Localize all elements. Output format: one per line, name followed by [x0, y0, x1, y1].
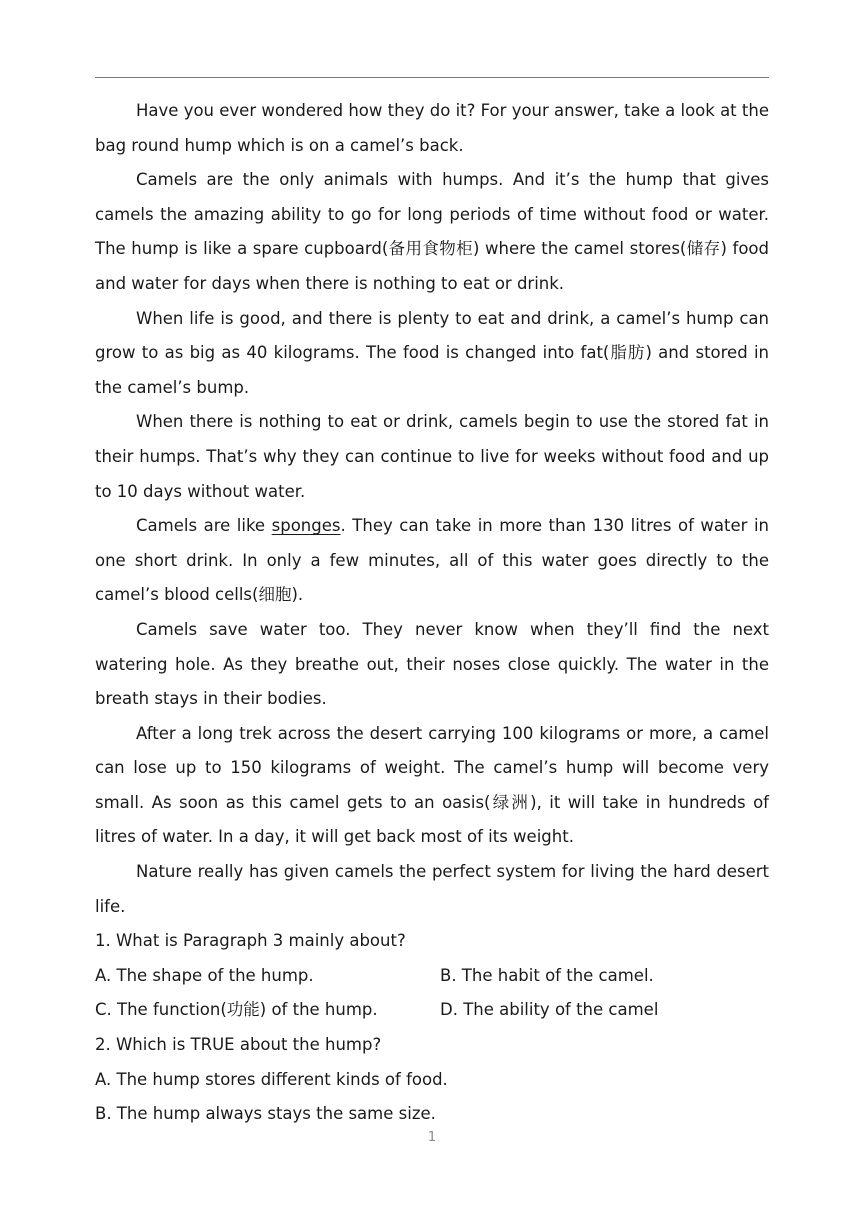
question-1-stem: 1. What is Paragraph 3 mainly about?	[95, 931, 406, 951]
question-2-stem: 2. Which is TRUE about the hump?	[95, 1035, 382, 1055]
paragraph-7: After a long trek across the desert carrying 100 kilograms or more, a camel can lose up to 150 kilograms of weight. The camel’s hump will become very small. As soon as this camel gets to an oasis(绿洲), it will take in hundreds of litres of water. In a day, it will get back most of its weight.	[95, 723, 769, 847]
question-1-option-c: C. The function(功能) of the hump.	[95, 1000, 378, 1020]
paragraph-5	[95, 509, 769, 613]
paragraph-6: Camels save water too. They never know when they’ll find the next watering hole. As they breathe out, their noses close quickly. The water in the breath stays in their bodies.	[95, 619, 769, 709]
underlined-word-sponges: sponges	[271, 516, 341, 536]
paragraph-2: Camels are the only animals with humps. And it’s the hump that gives camels the amazing ability to go for long periods of time without food or water. The hump is like a spare cupboard(备用食物柜) where the camel stores(储存) food and water for days when there is nothing to eat or drink.	[95, 170, 769, 293]
question-1-option-d: D. The ability of the camel	[440, 1000, 659, 1020]
question-1-options-row-1	[95, 959, 769, 994]
paragraph-4: When there is nothing to eat or drink, camels begin to use the stored fat in their humps. That’s why they can continue to live for weeks without food and up to 10 days without water.	[95, 412, 769, 501]
question-1-option-a: A. The shape of the hump.	[95, 965, 314, 985]
page-number: 1	[427, 1130, 437, 1145]
question-2-option-b: B. The hump always stays the same size.	[95, 1104, 436, 1124]
paragraph-3: When life is good, and there is plenty to eat and drink, a camel’s hump can grow to as big as 40 kilograms. The food is changed into fat(脂肪) and stored in the camel’s bump.	[95, 308, 769, 397]
header-rule	[95, 77, 769, 78]
question-2-option-a: A. The hump stores different kinds of food.	[95, 1069, 448, 1089]
paragraph-5-start: Camels are like	[136, 516, 272, 536]
question-1-option-b: B. The habit of the camel.	[440, 965, 654, 985]
question-1-options-row-2	[95, 993, 769, 1028]
paragraph-5-rest: . They can take in more than 130 litres of water in one short drink. In only a few minutes, all of this water goes directly to the camel’s blood cells(细胞).	[95, 516, 770, 605]
paragraph-1: Have you ever wondered how they do it? For your answer, take a look at the bag round hump which is on a camel’s back.	[95, 101, 769, 155]
passage-content	[95, 94, 769, 1132]
paragraph-8: Nature really has given camels the perfect system for living the hard desert life.	[95, 862, 769, 916]
